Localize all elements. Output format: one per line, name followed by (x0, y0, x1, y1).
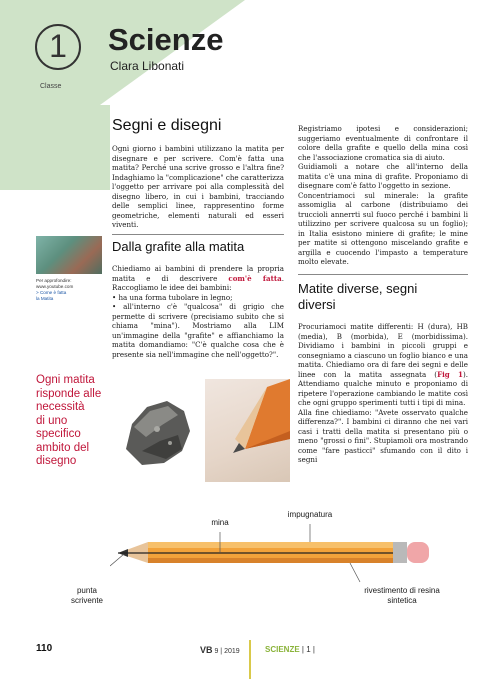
paragraph: Ogni giorno i bambini utilizzano la matita per disegnare e per scrivere. Com'è fatta una matita? Perché una scrive grosso e l'altra fine? Indaghiamo la "complicazione" che caratterizza l'oggetto per arrivare poi alla complessità del disegno libero, in cui i bambini, tracciando delle semplici linee, rappresentino forme geometriche, elementi naturali ed esseri viventi. (112, 144, 284, 229)
side-note-link-title[interactable]: la Matita (36, 296, 54, 301)
label-impugnatura: impugnatura (287, 510, 333, 519)
bullet-item: • all'interno c'è "qualcosa" di grigio che permette di scrivere (precisiamo subito che si chiama "mina"). Mostriamo alla LIM un'immagine della "grafite" e affianchiamo la matita domandiamo: "C'è qualche cosa che è presente sia nell'immagine che nell'oggetto?". (112, 302, 284, 359)
section-title-matite (298, 281, 417, 313)
label-line: scrivente (70, 596, 103, 605)
graphite-photo (112, 379, 201, 482)
bullet-item: • ha una forma tubolare in legno; (112, 292, 233, 302)
video-thumbnail[interactable] (36, 236, 102, 274)
side-note (36, 278, 73, 302)
column-two (298, 124, 468, 267)
sidebar-band (0, 105, 110, 190)
grade-number: 1 (49, 28, 67, 64)
section-number: | 1 | (301, 645, 315, 654)
side-note-line: Per approfondire: (36, 278, 72, 283)
pull-quote-line: specifico (36, 428, 81, 440)
label-line: punta (76, 586, 98, 595)
pull-quote-line: disegno (36, 455, 77, 467)
page-title: Scienze (108, 22, 224, 57)
label-line: rivestimento di resina (364, 586, 440, 595)
figure-reference[interactable]: Fig 1 (437, 369, 463, 379)
pull-quote-line: ambito del (36, 441, 90, 454)
paragraph: Alla fine chiediamo: "Avete osservato qualche differenza?". I bambini ci diranno che nei vari casi i tratti della matita si presentano più o meno "grossi o fini". Stupiamoli ora mostrando come "fare pasticci" sfumando con il dito i segni (298, 407, 468, 464)
section-title-segni: Segni e disegni (112, 117, 222, 134)
leader-rivestimento (350, 563, 360, 582)
author-name: Clara Libonati (110, 59, 185, 73)
page-number: 110 (36, 643, 53, 654)
section-name: SCIENZE (265, 645, 300, 654)
issue-date: 9 | 2019 (214, 648, 240, 655)
section-body-grafite (112, 264, 284, 359)
section-body-matite (298, 322, 468, 465)
title-line: Matite diverse, segni (298, 281, 418, 296)
section-body-segni (112, 144, 284, 230)
paragraph: Chiediamo ai bambini di prendere la propria matita e di descrivere com'è fatta. Raccogliamo le idee dei bambini: (112, 264, 284, 292)
pull-quote (36, 374, 101, 469)
pencil-ferrule (393, 542, 407, 563)
paragraph: Registriamo ipotesi e considerazioni; suggeriamo eventualmente di confrontare il colore della grafite e quello della mina così che l'associazione cromatica sia di aiuto. (298, 124, 468, 162)
side-note-link[interactable]: www.youtube.com (36, 284, 74, 289)
pull-quote-line: risponde alle (36, 387, 102, 400)
paragraph: Concentriamoci sul minerale: la grafite assomiglia al carbone (distribuiamo dei truccioli annerrti sul fuoco perché i bambini li utilizzino per scrivere qualcosa su un foglio); in Italia esistono miniere di grafite; le mine per matite si ottengono miscelando grafite e argilla e cuocendo l'impasto a temperature molto elevate. (298, 190, 468, 266)
footer-section (265, 645, 315, 654)
label-rivestimento (352, 586, 452, 606)
magazine-logo: VB (200, 645, 213, 655)
side-note-link-title[interactable]: > Come è fatta (36, 290, 67, 295)
pencil-eraser (407, 542, 429, 563)
label-line: sintetica (387, 596, 417, 605)
leader-punta (110, 554, 124, 566)
title-line: diversi (298, 297, 336, 312)
highlight-text: com'è fatta (228, 273, 282, 283)
pull-quote-line: necessità (36, 401, 85, 413)
section-title-grafite: Dalla grafite alla matita (112, 239, 245, 254)
label-mina: mina (211, 518, 229, 527)
section-divider (112, 234, 284, 235)
paragraph: Guidiamoli a notare che all'interno della matita c'è una mina di grafite. Proponiamo di disegnare com'è fatto l'oggetto in sezione. (298, 162, 468, 190)
footer-divider (249, 640, 251, 679)
label-punta-scrivente (62, 586, 112, 606)
pull-quote-line: di uno (36, 414, 68, 427)
magazine-issue (200, 645, 240, 655)
pull-quote-line: Ogni matita (36, 374, 95, 386)
grade-label: Classe (40, 83, 62, 90)
pencil-tip-photo (205, 379, 290, 482)
section-divider (298, 274, 468, 275)
paragraph: Procuriamoci matite differenti: H (dura), HB (media), B (morbida), E (morbidissima). Dividiamo i bambini in piccoli gruppi e consegniamo a ciascuno un foglio bianco e una matita. Chiediamo ora di fare dei segni e delle linee con la matita assegnata (Fig 1). Attendiamo qualche minuto e proponiamo di ripetere l'operazione cambiando le matite così che ogni gruppo sperimenti tutti i tipi di mina. (298, 322, 468, 407)
grade-circle (35, 24, 81, 70)
